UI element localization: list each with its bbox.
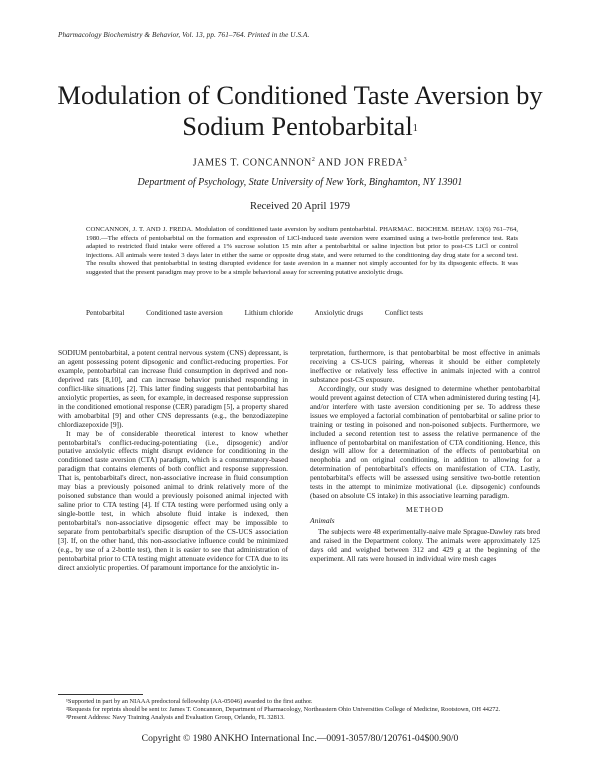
author-1: JAMES T. CONCANNON	[192, 157, 312, 169]
keyword: Conflict tests	[384, 309, 423, 317]
keyword: Anxiolytic drugs	[314, 309, 364, 317]
body-paragraph: It may be of considerable theoretical interest to know whether pentobarbital's conflict-reducing-potentiating (i.e., dipsogenic) and/or putative anxiolytic effects might disrupt evidence for conditioning in the conditioned taste aversion (CTA) paradigm, which is a consummatory-based paradigm that contains elements of both conflict and response suppression. That is, pentobarbital's direct, non-associative increase in fluid consumption may bias a previously poisoned animal to drink relatively more of the poisoned substance than would a previously poisoned animal injected with saline prior to CTA testing [4]. If CTA testing were performed using only a single-bottle test, in which absolute fluid intake is indexed, then pentobarbital's non-associative dipsogenic effect may be impossible to separate from pentobarbital's specific disruption of the CS-UCS association [3]. If, on the other hand, this non-associative influence could be minimized (e.g., by use of a 2-bottle test), then it is easier to see that administration of pentobarbital prior to CTA testing might attenuate evidence for CTA due to its direct anxiolytic properties. Of paramount importance for the anxiolytic in-	[58, 428, 288, 572]
title-line-2: Sodium Pentobarbital	[182, 111, 413, 141]
keyword: Conditioned taste aversion	[146, 309, 223, 317]
author-line	[0, 157, 600, 168]
author-1-footnote-marker: 2	[311, 157, 316, 163]
keyword-list	[86, 309, 516, 317]
abstract: CONCANNON, J. T. AND J. FREDA. Modulation of conditioned taste aversion by sodium pentobarbital. PHARMAC. BIOCHEM. BEHAV. 13(6) 761–764, 1980.—The effects of pentobarbital on the formation and expression of LiCl-induced taste aversion were examined using a two-bottle preference test. Rats adapted to restricted fluid intake were offered a 1% sucrose solution 15 min after a pentobarbital or saline injection but prior to post-CS LiCl or control injections. All animals were tested 3 days later in either the same or opposite drug state, and were returned to the conditioning day drug state for a second test. The results showed that pentobarbital in testing disrupted evidence for taste aversion in a manner not simply accounted for by its dipsogenic effects. It was suggested that the present paradigm may prove to be a simple behavioral assay for screening putative anxiolytic drugs.	[86, 226, 518, 276]
left-column	[58, 349, 288, 573]
received-date: Received 20 April 1979	[249, 201, 351, 212]
footnote: ¹Supported in part by an NIAAA predoctoral fellowship (AA-05046) awarded to the first author.	[66, 698, 313, 705]
body-paragraph: terpretation, furthermore, is that pentobarbital be most effective in animals receiving a CS-UCS pairing, whereas it should be either completely ineffective or relatively less effective in animals injected with a control substance post-CS exposure.	[310, 348, 540, 384]
animals-subheading: Animals	[310, 516, 335, 526]
body-paragraph: SODIUM pentobarbital, a potent central nervous system (CNS) depressant, is an agent possessing potent dipsogenic and conflict-reducing properties. For example, pentobarbital can increase fluid consumption in deprived and non-deprived rats [8,10], and can increase behavior punished responding in conflict-like situations [2]. This latter finding suggests that pentobarbital has anxiolytic properties, as seen, for example, in decreased response suppression in the conditioned emotional response (CER) paradigm [5], a property shared with amobarbital [9] and other CNS depressants (e.g., the benzodiazepine chlordiazepoxide [9]).	[58, 348, 288, 429]
keyword: Pentobarbital	[86, 309, 125, 317]
article-title	[40, 80, 560, 142]
body-paragraph: Accordingly, our study was designed to determine whether pentobarbital would prevent against detection of CTA when administered during testing [4], and/or interfere with taste aversion conditioning per se. To address these issues we employed a factorial combination of pentobarbital or saline prior to training or testing in poisoned and non-poisoned subjects. Furthermore, we included a second retention test to assess the relative permanence of the influence of pentobarbital on manifestation of CTA conditioning. Hence, this design will allow for a determination of the effects of pentobarbital on neophobia and on original conditioning, in addition to allowing for a determination of pentobarbital's effects on manifestation of CTA. Lastly, pentobarbital's effects will be assessed using sensitive two-bottle retention tests in the attempt to minimize motivational (i.e. dipsogenic) confounds (based on absolute CS intake) in this associative learning paradigm.	[310, 383, 540, 501]
affiliation: Department of Psychology, State University of New York, Binghamton, NY 13901	[137, 177, 463, 188]
title-line-1: Modulation of Conditioned Taste Aversion by	[57, 80, 543, 110]
footnote: ²Requests for reprints should be sent to: James T. Concannon, Department of Pharmacology, Northeastern Ohio Universities College of Medicine, Rootstown, OH 44272.	[66, 705, 501, 713]
title-footnote-marker: 1	[412, 123, 418, 134]
footnote: ³Present Address: Navy Training Analysis and Evaluation Group, Orlando, FL 32813.	[66, 713, 285, 721]
right-column	[310, 349, 540, 564]
footnotes	[58, 698, 544, 722]
body-paragraph: The subjects were 48 experimentally-naive male Sprague-Dawley rats bred and raised in the Department colony. The animals were approximately 125 days old and weighed between 312 and 429 g at the beginning of the experiment. All rats were housed in individual wire mesh cages	[310, 527, 540, 563]
keyword: Lithium chloride	[244, 309, 294, 317]
copyright-line: Copyright © 1980 ANKHO International Inc.—0091-3057/80/120761-04$00.90/0	[141, 733, 459, 744]
method-heading: METHOD	[405, 505, 445, 515]
author-2-footnote-marker: 3	[403, 157, 408, 163]
footnote-rule	[58, 694, 143, 695]
author-2: AND JON FREDA	[315, 157, 404, 169]
journal-header: Pharmacology Biochemistry & Behavior, Vol. 13, pp. 761–764. Printed in the U.S.A.	[58, 31, 310, 39]
